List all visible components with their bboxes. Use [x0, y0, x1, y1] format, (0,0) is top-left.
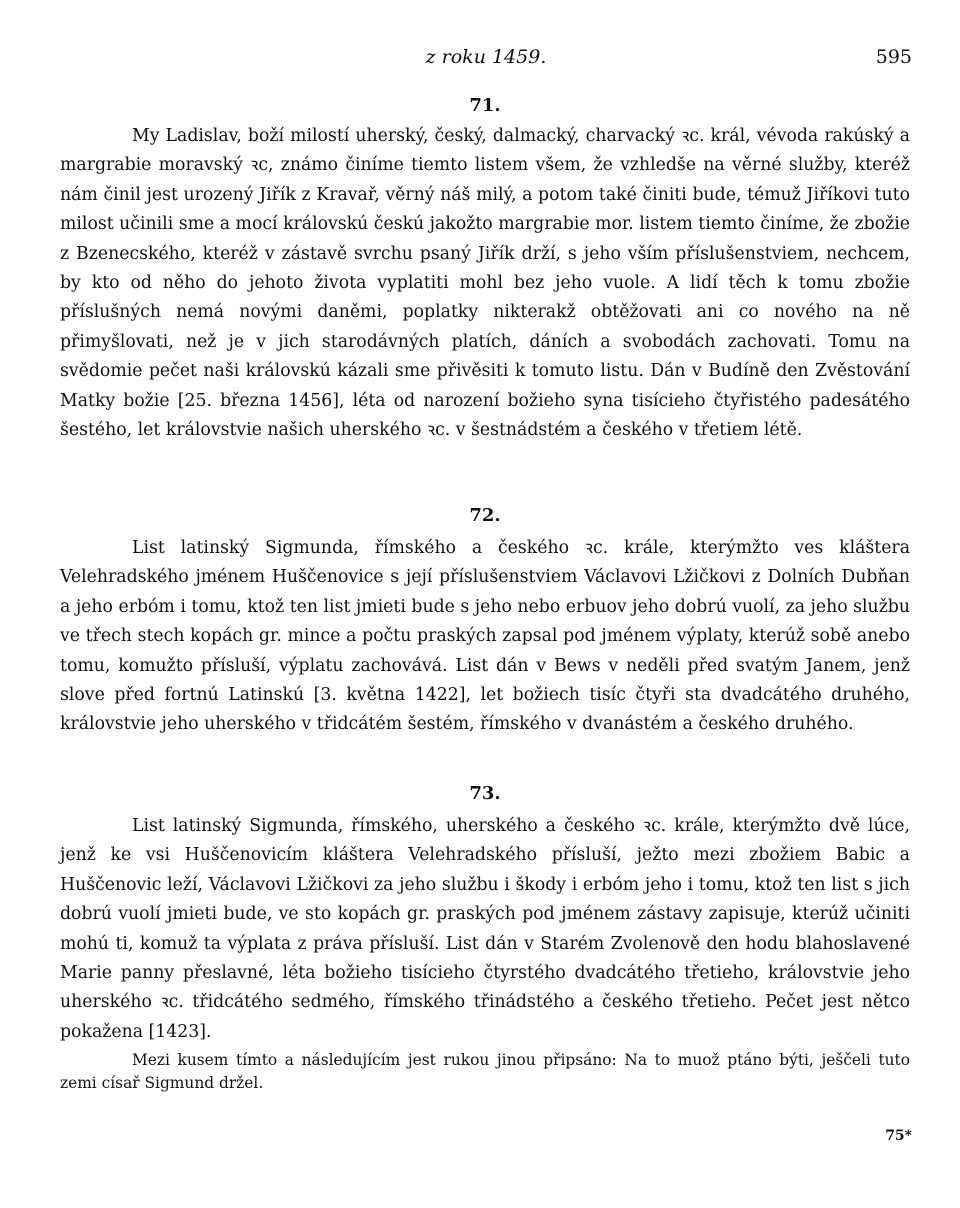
page-number: 595	[875, 46, 912, 68]
document-note: Mezi kusem tímto a následujícím jest rukou jinou připsáno: Na to muož ptáno býti, ješčeli tuto zemi císař Sigmund držel.	[60, 1051, 910, 1093]
document-text: List latinský Sigmunda, římského, uherského a českého ꝛc. krále, kterýmžto dvě lúce, jenž ke vsi Huščenovicím kláštera Velehradského přísluší, ježto mezi zbožiem Babic a Huščenovic leží, Václavovi Lžičkovi za jeho službu i škody i erbóm jeho i tomu, ktož ten list s jich dobrú vuolí jmieti bude, ve sto kopách gr. praských pod jménem zástavy zapisuje, kterúž učiniti mohú ti, komuž ta výplata z práva přísluší. List dán v Starém Zvolenově den hodu blahoslavené Marie panny přeslavné, léta božieho tisícieho čtyrstého dvadcátého třetieho, královstvie jeho uherského ꝛc. třidcátého sedmého, římského třinádstého a českého třetieho. Pečet jest nětco pokažena [1423].	[60, 816, 910, 1042]
document-number: 72.	[469, 505, 501, 526]
document-text: List latinský Sigmunda, římského a českého ꝛc. krále, kterýmžto ves kláštera Velehradského jménem Huščenovice s její příslušenstviem Václavovi Lžičkovi z Dolních Dubňan a jeho erbóm i tomu, ktož ten list jmieti bude s jeho nebo erbuov jeho dobrú vuolí, za jeho službu ve třech stech kopách gr. mince a počtu praských zapsal pod jménem výplaty, kterúž sobě anebo tomu, komužto přísluší, výplatu zachovává. List dán v Bews v neděli před svatým Janem, jenž slove před fortnú Latinskú [3. května 1422], let božiech tisíc čtyři sta dvadcátého druhého, královstvie jeho uherského v třidcátém šestém, římského v dvanástém a českého druhého.	[60, 538, 910, 735]
document-73	[60, 780, 910, 1095]
printer-signature: 75*	[885, 1128, 912, 1144]
running-head	[60, 46, 912, 76]
document-number: 73.	[469, 783, 501, 804]
document-72	[60, 502, 910, 740]
running-title: z roku 1459.	[425, 46, 547, 68]
document-text: My Ladislav, boží milostí uherský, český, dalmacký, charvacký ꝛc. král, vévoda rakúský a margrabie moravský ꝛc, známo činíme tiemto listem všem, že vzhledše na věrné služby, kteréž nám činil jest urozený Jiřík z Kravař, věrný náš milý, a potom také činiti bude, témuž Jiříkovi tuto milost učinili sme a mocí královskú českú jakožto margrabie mor. listem tiemto činíme, že zbožie z Bzenecského, kteréž v zástavě svrchu psaný Jiřík drží, s jeho vším příslušenstviem, nechcem, by kto od něho do jehoto života vyplatiti mohl bez jeho vuole. A lidí těch k tomu zbožie příslušných nemá novými daněmi, poplatky nikterakž obtěžovati ani co nového na ně přimyšlovati, než je v jich starodávných platích, dáních a svobodách zachovati. Tomu na svědomie pečet naši královskú kázali sme přivěsiti k tomuto listu. Dán v Budíně den Zvěstování Matky božie [25. března 1456], léta od narození božieho syna tisícieho čtyřistého padesátého šestého, let královstvie našich uherského ꝛc. v šestnádstém a českého v třetiem létě.	[60, 126, 910, 441]
document-number: 71.	[469, 95, 501, 116]
document-71	[60, 92, 910, 445]
